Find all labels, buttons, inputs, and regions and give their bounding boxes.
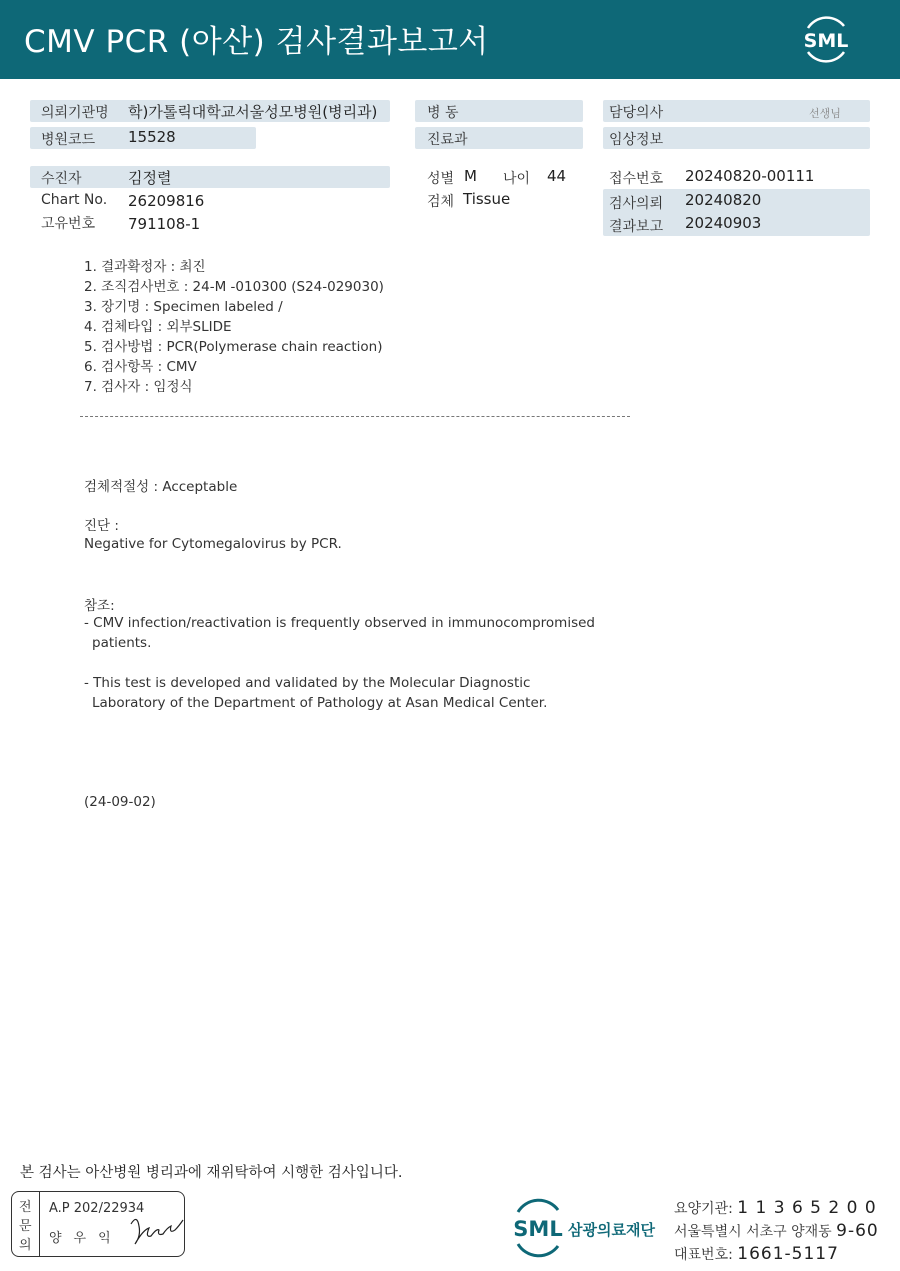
phone-label: 대표번호:: [674, 1247, 733, 1263]
note-line: Laboratory of the Department of Pathology at Asan Medical Center.: [92, 695, 548, 711]
stamp-char: 의: [19, 1238, 32, 1253]
dept-label: 진료과: [427, 132, 468, 148]
patient-value: 김정렬: [128, 169, 172, 187]
footer-note: 본 검사는 아산병원 병리과에 재위탁하여 시행한 검사입니다.: [20, 1165, 403, 1181]
request-value: 20240820: [685, 191, 762, 209]
stamp-license: A.P 202/22934: [49, 1201, 145, 1216]
patient-label: 수진자: [41, 171, 82, 187]
section-divider: [80, 416, 630, 417]
note-line: - CMV infection/reactivation is frequently observed in immunocompromised: [84, 615, 595, 631]
note-line: - This test is developed and validated by the Molecular Diagnostic: [84, 675, 531, 691]
diagnosis-label: 진단 :: [84, 518, 119, 534]
requester-value: 학)가톨릭대학교서울성모병원(병리과): [128, 103, 378, 121]
report-date-value: 20240903: [685, 214, 762, 232]
chart-label: Chart No.: [41, 192, 108, 208]
age-value: 44: [547, 167, 567, 185]
specimen-label: 검체: [427, 194, 455, 210]
address: 서울특별시 서초구 양재동: [674, 1224, 832, 1240]
stamp-char: 전: [19, 1200, 32, 1215]
stamp-name: 양우익: [49, 1231, 123, 1246]
sml-logo-text: SML: [803, 30, 849, 52]
receipt-value: 20240820-00111: [685, 167, 815, 185]
requester-label: 의뢰기관명: [41, 105, 109, 121]
doctor-suffix: 선생님: [809, 107, 841, 120]
hospital-code-label: 병원코드: [41, 132, 96, 148]
adequacy-text: 검체적절성 : Acceptable: [84, 479, 238, 495]
clinical-label: 임상정보: [609, 132, 664, 148]
patient-bar: [30, 166, 390, 188]
note-label: 참조:: [84, 598, 115, 614]
age-label: 나이: [503, 171, 531, 187]
sex-value: M: [464, 167, 477, 185]
receipt-label: 접수번호: [609, 171, 664, 187]
report-item: 2. 조직검사번호 : 24-M -010300 (S24-029030): [84, 279, 384, 295]
request-label: 검사의뢰: [609, 196, 664, 212]
care-number: 1 1 3 6 5 2 0 0: [737, 1198, 877, 1218]
report-item: 4. 검체타입 : 외부SLIDE: [84, 319, 232, 335]
address-number: 9-60: [836, 1221, 879, 1241]
org-logo-text: SML: [513, 1217, 563, 1241]
report-date: (24-09-02): [84, 794, 156, 810]
note-line: patients.: [92, 635, 152, 651]
diagnosis-text: Negative for Cytomegalovirus by PCR.: [84, 536, 342, 552]
report-item: 7. 검사자 : 임정식: [84, 379, 193, 395]
stamp-side: [12, 1192, 40, 1256]
report-date-label: 결과보고: [609, 219, 664, 235]
specimen-value: Tissue: [463, 190, 511, 208]
sml-foundation-logo-icon: [512, 1198, 662, 1258]
unique-value: 791108-1: [128, 215, 201, 233]
sml-logo-icon: [798, 12, 854, 66]
care-label: 요양기관:: [674, 1201, 733, 1217]
chart-value: 26209816: [128, 192, 205, 210]
report-item: 1. 결과확정자 : 최진: [84, 259, 206, 275]
signature-icon: [127, 1204, 187, 1250]
report-item: 5. 검사방법 : PCR(Polymerase chain reaction): [84, 339, 383, 355]
report-header: [0, 0, 900, 79]
report-item: 6. 검사항목 : CMV: [84, 359, 197, 375]
specialist-stamp: [11, 1191, 185, 1257]
hospital-code-value: 15528: [128, 128, 176, 146]
org-name: 삼광의료재단: [568, 1221, 655, 1239]
unique-label: 고유번호: [41, 216, 96, 232]
care-institution: [674, 1198, 877, 1218]
doctor-label: 담당의사: [609, 105, 664, 121]
ward-label: 병 동: [427, 105, 459, 121]
phone-number: 1661-5117: [737, 1244, 839, 1264]
address-line: [674, 1221, 879, 1241]
report-item: 3. 장기명 : Specimen labeled /: [84, 299, 283, 315]
page-title: CMV PCR (아산) 검사결과보고서: [24, 24, 489, 60]
sex-label: 성별: [427, 171, 455, 187]
phone-line: [674, 1244, 839, 1264]
stamp-char: 문: [19, 1219, 32, 1234]
